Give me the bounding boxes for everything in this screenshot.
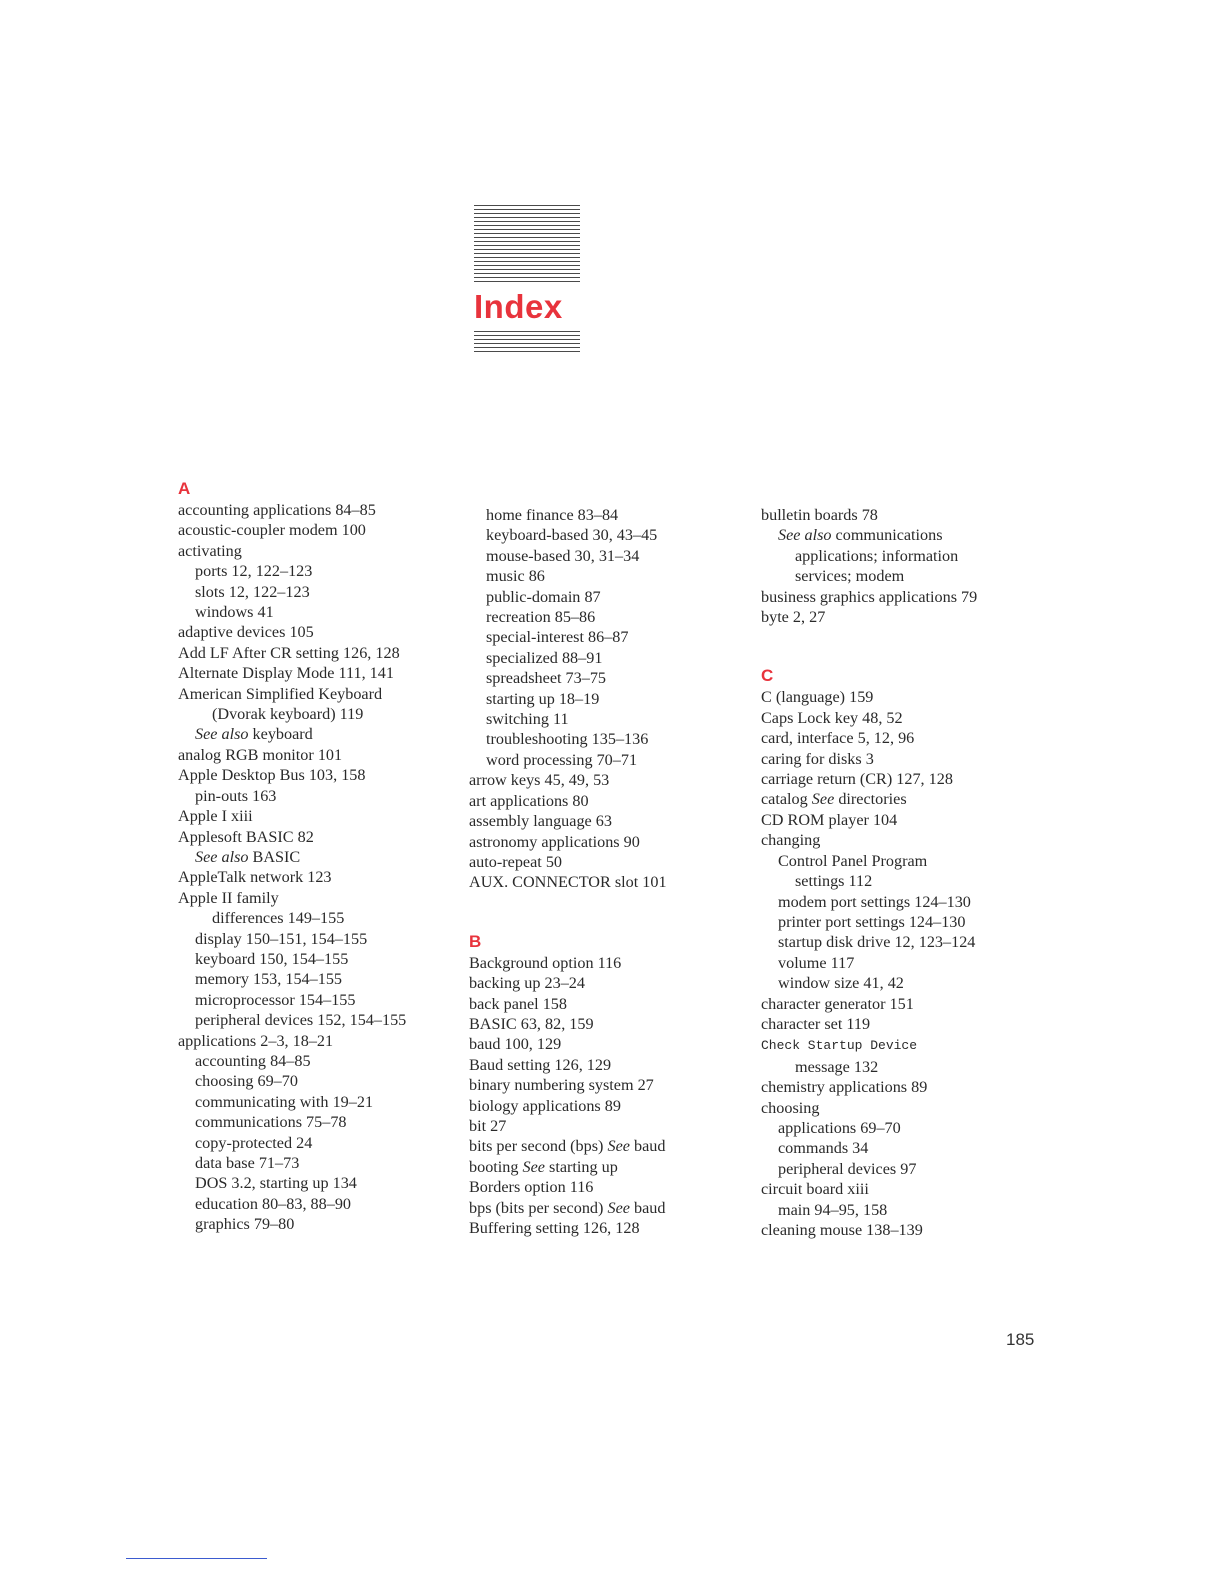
index-entry: (Dvorak keyboard) 119: [212, 705, 364, 724]
index-entry: bits per second (bps) See baud: [469, 1137, 666, 1156]
index-entry: activating: [178, 541, 242, 560]
index-entry: applications 69–70: [778, 1118, 901, 1137]
index-entry: See also communications: [778, 526, 943, 545]
decorative-rules-top: [474, 205, 580, 285]
index-entry: Apple I xiii: [178, 807, 253, 826]
index-entry: Control Panel Program: [778, 851, 928, 870]
index-entry: chemistry applications 89: [761, 1078, 928, 1097]
index-entry: peripheral devices 97: [778, 1159, 917, 1178]
index-entry: arrow keys 45, 49, 53: [469, 771, 610, 790]
index-entry: accounting 84–85: [195, 1051, 311, 1070]
index-entry: BASIC 63, 82, 159: [469, 1014, 594, 1033]
index-entry: C (language) 159: [761, 688, 874, 707]
index-entry: commands 34: [778, 1139, 869, 1158]
index-entry: education 80–83, 88–90: [195, 1194, 352, 1213]
index-entry: message 132: [795, 1057, 879, 1076]
index-entry: biology applications 89: [469, 1096, 621, 1115]
page-number: 185: [1006, 1330, 1035, 1349]
index-entry: back panel 158: [469, 994, 567, 1013]
index-entry: American Simplified Keyboard: [178, 684, 383, 703]
index-entry: choosing 69–70: [195, 1072, 298, 1091]
index-entry: carriage return (CR) 127, 128: [761, 770, 953, 789]
index-entry: See also BASIC: [195, 847, 301, 866]
index-column-1: [178, 478, 468, 1235]
index-entry: AppleTalk network 123: [178, 868, 332, 887]
footer-rule: [126, 1558, 267, 1559]
index-entry: catalog See directories: [761, 790, 907, 809]
index-entry: backing up 23–24: [469, 974, 585, 993]
index-entry: AUX. CONNECTOR slot 101: [469, 873, 667, 892]
index-entry: Borders option 116: [469, 1178, 594, 1197]
index-entry: graphics 79–80: [195, 1215, 295, 1234]
see-label: See: [811, 790, 839, 809]
page-title: Index: [474, 288, 563, 325]
index-entry: bulletin boards 78: [761, 506, 878, 524]
index-entry: differences 149–155: [212, 909, 345, 928]
index-entry: mouse-based 30, 31–34: [486, 546, 640, 565]
index-entry: character set 119: [761, 1014, 871, 1033]
index-entry: accounting applications 84–85: [178, 501, 376, 519]
index-entry: main 94–95, 158: [778, 1200, 888, 1219]
index-entry: printer port settings 124–130: [778, 912, 966, 931]
index-entry: keyboard-based 30, 43–45: [486, 526, 658, 545]
index-entry: applications 2–3, 18–21: [178, 1031, 334, 1050]
index-entry: bps (bits per second) See baud: [469, 1198, 666, 1217]
section-letter: C: [761, 666, 774, 686]
index-entry: cleaning mouse 138–139: [761, 1221, 923, 1239]
index-entry: applications; information: [795, 546, 959, 565]
index-entry: public-domain 87: [486, 587, 601, 606]
index-entry: Background option 116: [469, 953, 622, 972]
index-entry: astronomy applications 90: [469, 832, 640, 851]
section-letter: A: [178, 479, 191, 498]
index-entry: Add LF After CR setting 126, 128: [178, 643, 400, 662]
index-entry: baud 100, 129: [469, 1035, 562, 1054]
see-label: See: [607, 1137, 634, 1156]
index-entry: communications 75–78: [195, 1113, 347, 1132]
index-entry: adaptive devices 105: [178, 623, 314, 642]
index-entry: peripheral devices 152, 154–155: [195, 1011, 407, 1030]
index-entry: acoustic-coupler modem 100: [178, 521, 366, 540]
index-entry: spreadsheet 73–75: [486, 669, 607, 688]
index-entry: ports 12, 122–123: [195, 562, 313, 581]
index-entry: music 86: [486, 567, 545, 586]
index-entry: business graphics applications 79: [761, 587, 978, 606]
index-entry: analog RGB monitor 101: [178, 745, 343, 764]
index-entry: Buffering setting 126, 128: [469, 1219, 640, 1237]
see-also-label: See also: [778, 526, 836, 545]
section-letter: B: [469, 931, 482, 951]
see-label: See: [607, 1198, 634, 1217]
decorative-rules-bottom: [474, 331, 580, 355]
index-entry: memory 153, 154–155: [195, 970, 343, 989]
index-entry: CD ROM player 104: [761, 810, 898, 829]
index-header: [474, 205, 582, 355]
index-entry: pin-outs 163: [195, 786, 277, 805]
index-entry: data base 71–73: [195, 1154, 300, 1172]
section-spacer: [469, 893, 759, 931]
index-entry: word processing 70–71: [486, 750, 638, 769]
index-entry: Apple Desktop Bus 103, 158: [178, 766, 366, 785]
index-entry: byte 2, 27: [761, 608, 826, 627]
code-term: Check Startup Device: [761, 1038, 918, 1054]
index-entry: Applesoft BASIC 82: [178, 827, 314, 846]
see-also-label: See also: [195, 847, 253, 866]
index-entry: caring for disks 3: [761, 749, 874, 768]
index-entry: modem port settings 124–130: [778, 892, 971, 911]
index-entry: binary numbering system 27: [469, 1076, 654, 1095]
index-entry: special-interest 86–87: [486, 628, 629, 647]
index-entry: Caps Lock key 48, 52: [761, 708, 903, 727]
index-entry: windows 41: [195, 603, 274, 622]
index-entry: services; modem: [795, 567, 905, 586]
index-entry: starting up 18–19: [486, 689, 600, 708]
index-entry: startup disk drive 12, 123–124: [778, 933, 976, 952]
index-entry: copy-protected 24: [195, 1133, 313, 1152]
index-entry: [761, 1034, 1051, 1056]
index-entry: bit 27: [469, 1116, 507, 1135]
index-entry: keyboard 150, 154–155: [195, 949, 349, 968]
index-column-2: [469, 505, 759, 1238]
index-entry: choosing: [761, 1098, 820, 1117]
index-entry: Baud setting 126, 129: [469, 1055, 612, 1074]
see-label: See: [522, 1157, 550, 1176]
index-entry: Apple II family: [178, 888, 279, 907]
index-entry: switching 11: [486, 710, 569, 729]
index-entry: card, interface 5, 12, 96: [761, 729, 915, 748]
index-entry: character generator 151: [761, 994, 914, 1013]
index-entry: specialized 88–91: [486, 648, 603, 667]
index-entry: home finance 83–84: [486, 506, 619, 524]
index-entry: slots 12, 122–123: [195, 582, 310, 601]
index-entry: display 150–151, 154–155: [195, 929, 368, 948]
index-entry: circuit board xiii: [761, 1180, 869, 1199]
index-entry: microprocessor 154–155: [195, 990, 356, 1009]
section-spacer: [761, 627, 1051, 665]
index-entry: settings 112: [795, 872, 873, 891]
index-entry: art applications 80: [469, 791, 589, 810]
index-entry: Alternate Display Mode 111, 141: [178, 664, 394, 683]
index-entry: window size 41, 42: [778, 974, 904, 993]
index-column-3: [761, 505, 1051, 1240]
index-entry: recreation 85–86: [486, 608, 596, 627]
see-also-label: See also: [195, 725, 253, 744]
index-entry: auto-repeat 50: [469, 852, 563, 871]
index-entry: DOS 3.2, starting up 134: [195, 1174, 357, 1193]
index-entry: communicating with 19–21: [195, 1092, 374, 1111]
index-entry: See also keyboard: [195, 725, 313, 744]
index-entry: booting See starting up: [469, 1157, 618, 1176]
index-entry: volume 117: [778, 953, 855, 972]
index-entry: assembly language 63: [469, 812, 612, 831]
index-entry: changing: [761, 831, 821, 850]
index-entry: troubleshooting 135–136: [486, 730, 649, 749]
